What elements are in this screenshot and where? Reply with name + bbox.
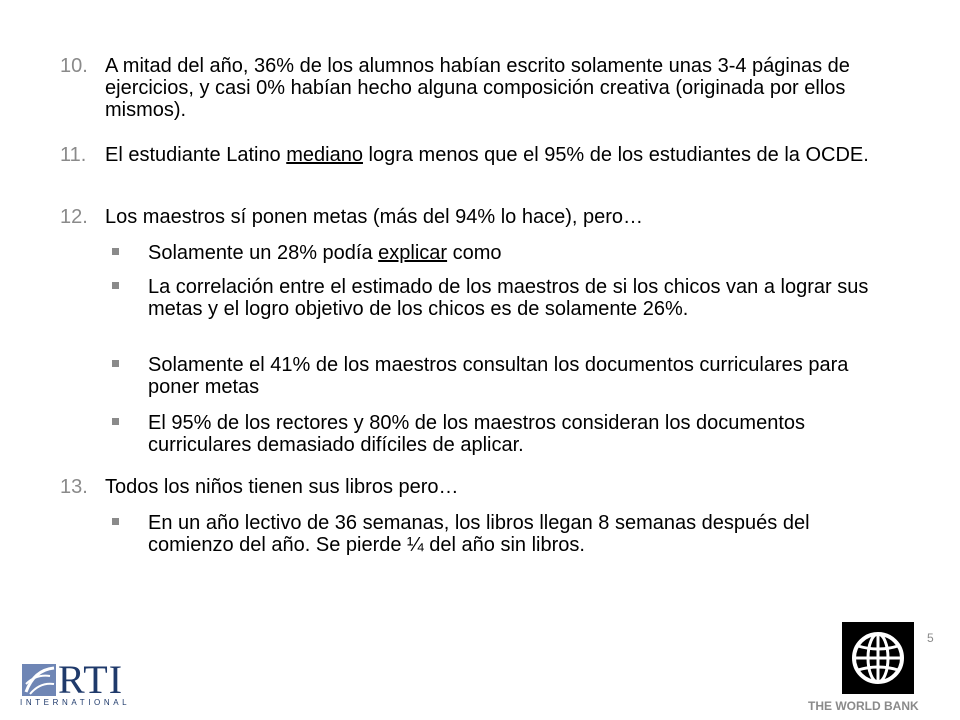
rti-subtext: INTERNATIONAL (20, 698, 131, 707)
sub-item-text: En un año lectivo de 36 semanas, los libros llegan 8 semanas después del comienzo del año. Se pierde ¼ del año sin libros. (148, 512, 810, 556)
text-segment: logra menos que el 95% de los estudiantes de la OCDE. (362, 144, 869, 166)
page-number: 5 (927, 631, 934, 645)
item-text: A mitad del año, 36% de los alumnos habían escrito solamente unas 3-4 páginas de ejercicios, y casi 0% habían hecho alguna composición creativa (originada por ellos mismos). (105, 55, 850, 121)
item-text: Todos los niños tienen sus libros pero… (105, 476, 459, 498)
bullet-square-icon (112, 360, 119, 367)
bullet-square-icon (112, 282, 119, 289)
bullet-square-icon (112, 418, 119, 425)
rti-letters: RTI (58, 657, 124, 702)
text-segment: Solamente un 28% podía (148, 242, 379, 264)
item-number: 10. (60, 55, 88, 77)
item-number: 11. (60, 144, 87, 166)
item-number: 12. (60, 206, 88, 228)
item-text (105, 144, 875, 166)
sub-item-text: Solamente el 41% de los maestros consultan los documentos curriculares para poner metas (148, 354, 849, 398)
bullet-square-icon (112, 248, 119, 255)
rti-emblem-icon (20, 662, 58, 698)
bullet-square-icon (112, 518, 119, 525)
underlined-word: explicar (378, 242, 448, 264)
world-bank-logo (842, 622, 914, 694)
text-segment: El estudiante Latino (105, 144, 287, 166)
item-number: 13. (60, 476, 88, 498)
rti-logo (20, 657, 131, 708)
sub-item-text: La correlación entre el estimado de los maestros de si los chicos van a lograr sus metas y el logro objetivo de los chicos es de solamente 26%. (148, 276, 869, 320)
sub-item-text (148, 242, 878, 264)
text-segment: como (447, 242, 502, 264)
globe-icon (842, 622, 914, 694)
sub-item-text: El 95% de los rectores y 80% de los maestros consideran los documentos curriculares demasiado difíciles de aplicar. (148, 412, 806, 456)
item-text: Los maestros sí ponen metas (más del 94% lo hace), pero… (105, 206, 644, 228)
underlined-word: mediano (286, 144, 363, 166)
world-bank-label: THE WORLD BANK (808, 699, 919, 713)
